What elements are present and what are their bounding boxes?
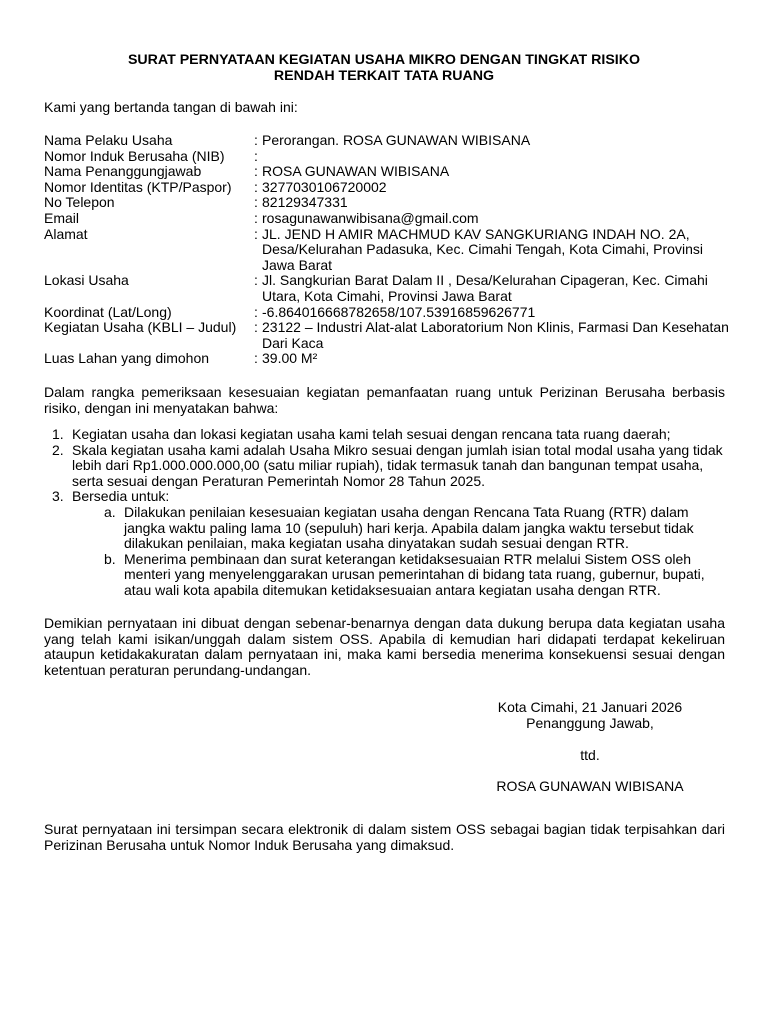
list-text: Kegiatan usaha dan lokasi kegiatan usaha kami telah sesuai dengan rencana tata ruang daerah; (72, 426, 671, 442)
field-row (44, 180, 734, 196)
field-row (44, 320, 734, 351)
field-row (44, 305, 734, 321)
field-value: JL. JEND H AMIR MACHMUD KAV SANGKURIANG INDAH NO. 2A, Desa/Kelurahan Padasuka, Kec. Cimahi Tengah, Kota Cimahi, Provinsi Jawa Barat (262, 225, 703, 273)
sub-list-letter: a. (104, 503, 116, 520)
signature-place-date: Kota Cimahi, 21 Januari 2026 (497, 699, 683, 715)
list-text: Bersedia untuk: (72, 488, 170, 505)
field-value: rosagunawanwibisana@gmail.com (262, 209, 479, 226)
field-value: -6.864016668782658/107.53916859626771 (262, 303, 536, 320)
list-text: Skala kegiatan usaha kami adalah Usaha Mikro sesuai dengan jumlah isian total modal usaha yang tidak lebih dari Rp1.000.000.000,00 (satu miliar rupiah), tidak termasuk tanah dan bangunan tempat usaha, serta sesuai dengan Peraturan Pemerintah Nomor 28 Tahun 2025. (72, 441, 723, 489)
list-number: 1. (52, 426, 64, 442)
field-label: Email (44, 209, 80, 226)
field-row (44, 227, 734, 274)
list-number: 3. (52, 488, 64, 505)
field-label: Nama Penanggungjawab (44, 163, 202, 180)
intro-text: Kami yang bertanda tangan di bawah ini: (44, 99, 298, 115)
field-label: Nomor Induk Berusaha (NIB) (44, 147, 225, 164)
sub-list-letter: b. (104, 550, 116, 567)
signature-role: Penanggung Jawab, (526, 715, 654, 731)
sub-list-text: Menerima pembinaan dan surat keterangan ketidaksesuaian RTR melalui Sistem OSS oleh menteri yang menyelenggarakan urusan pemerintahan di bidang tata ruang, gubernur, bupati, atau wali kota apabila ditemukan ketidaksesuaian antara kegiatan usaha dengan RTR. (124, 550, 705, 598)
list-number: 2. (52, 441, 64, 458)
statement-intro: Dalam rangka pemeriksaan kesesuaian kegiatan pemanfaatan ruang untuk Perizinan Berusaha berbasis risiko, dengan ini menyatakan bahwa: (44, 384, 725, 416)
field-row (44, 133, 734, 149)
field-separator: : (254, 225, 258, 242)
field-value: ROSA GUNAWAN WIBISANA (262, 163, 450, 180)
list-item (52, 489, 725, 505)
field-value: Perorangan. ROSA GUNAWAN WIBISANA (262, 132, 531, 148)
field-label: Lokasi Usaha (44, 272, 129, 289)
field-row (44, 195, 734, 211)
sub-list-text: Dilakukan penilaian kesesuaian kegiatan usaha dengan Rencana Tata Ruang (RTR) dalam jangka waktu paling lama 10 (sepuluh) hari kerja. Apabila dalam jangka waktu tersebut tidak dilakukan penilaian, maka kegiatan usaha dinyatakan sudah sesuai dengan RTR. (124, 503, 694, 552)
signature-ttd: ttd. (580, 747, 600, 763)
field-label: Nama Pelaku Usaha (44, 132, 173, 148)
field-separator: : (254, 272, 258, 289)
sub-list-item (104, 552, 725, 599)
signature-name: ROSA GUNAWAN WIBISANA (496, 778, 684, 794)
field-value: 82129347331 (262, 194, 348, 211)
field-separator: : (254, 163, 258, 180)
field-separator: : (254, 303, 258, 320)
field-value: 39.00 M² (262, 350, 318, 367)
field-label: No Telepon (44, 194, 115, 211)
field-separator: : (254, 147, 258, 164)
field-row (44, 351, 734, 367)
field-label: Kegiatan Usaha (KBLI – Judul) (44, 319, 237, 336)
statement-list (52, 427, 725, 599)
title-line-1: SURAT PERNYATAAN KEGIATAN USAHA MIKRO DENGAN TINGKAT RISIKO (127, 52, 641, 68)
field-label: Nomor Identitas (KTP/Paspor) (44, 178, 232, 195)
sub-list-item (104, 505, 725, 552)
field-separator: : (254, 132, 258, 148)
field-row (44, 149, 734, 165)
field-row (44, 164, 734, 180)
title-line-2: RENDAH TERKAIT TATA RUANG (273, 68, 495, 84)
field-separator: : (254, 350, 258, 367)
field-label: Luas Lahan yang dimohon (44, 350, 210, 367)
identity-fields (44, 133, 734, 367)
document-title (0, 52, 768, 84)
field-value: 3277030106720002 (262, 178, 387, 195)
field-value: Jl. Sangkurian Barat Dalam II , Desa/Kelurahan Cipageran, Kec. Cimahi Utara, Kota Cimahi, Provinsi Jawa Barat (262, 272, 708, 304)
field-row (44, 273, 734, 304)
sub-list (104, 505, 725, 599)
field-separator: : (254, 319, 258, 336)
field-separator: : (254, 209, 258, 226)
field-row (44, 211, 734, 227)
field-separator: : (254, 194, 258, 211)
footer-note: Surat pernyataan ini tersimpan secara elektronik di dalam sistem OSS sebagai bagian tidak terpisahkan dari Perizinan Berusaha untuk Nomor Induk Berusaha yang dimaksud. (44, 821, 725, 853)
field-label: Koordinat (Lat/Long) (44, 303, 172, 320)
field-separator: : (254, 178, 258, 195)
list-item (52, 427, 725, 443)
closing-paragraph: Demikian pernyataan ini dibuat dengan sebenar-benarnya dengan data dukung berupa data kegiatan usaha yang telah kami isikan/unggah dalam sistem OSS. Apabila di kemudian hari didapati terdapat kekeliruan ataupun ketidakakuratan dalam pernyataan ini, maka kami bersedia menerima konsekuensi sesuai dengan ketentuan peraturan perundang-undangan. (44, 615, 725, 678)
field-label: Alamat (44, 225, 88, 242)
list-item (52, 443, 725, 490)
field-value (262, 149, 734, 165)
field-value: 23122 – Industri Alat-alat Laboratorium Non Klinis, Farmasi Dan Kesehatan Dari Kaca (262, 319, 729, 351)
